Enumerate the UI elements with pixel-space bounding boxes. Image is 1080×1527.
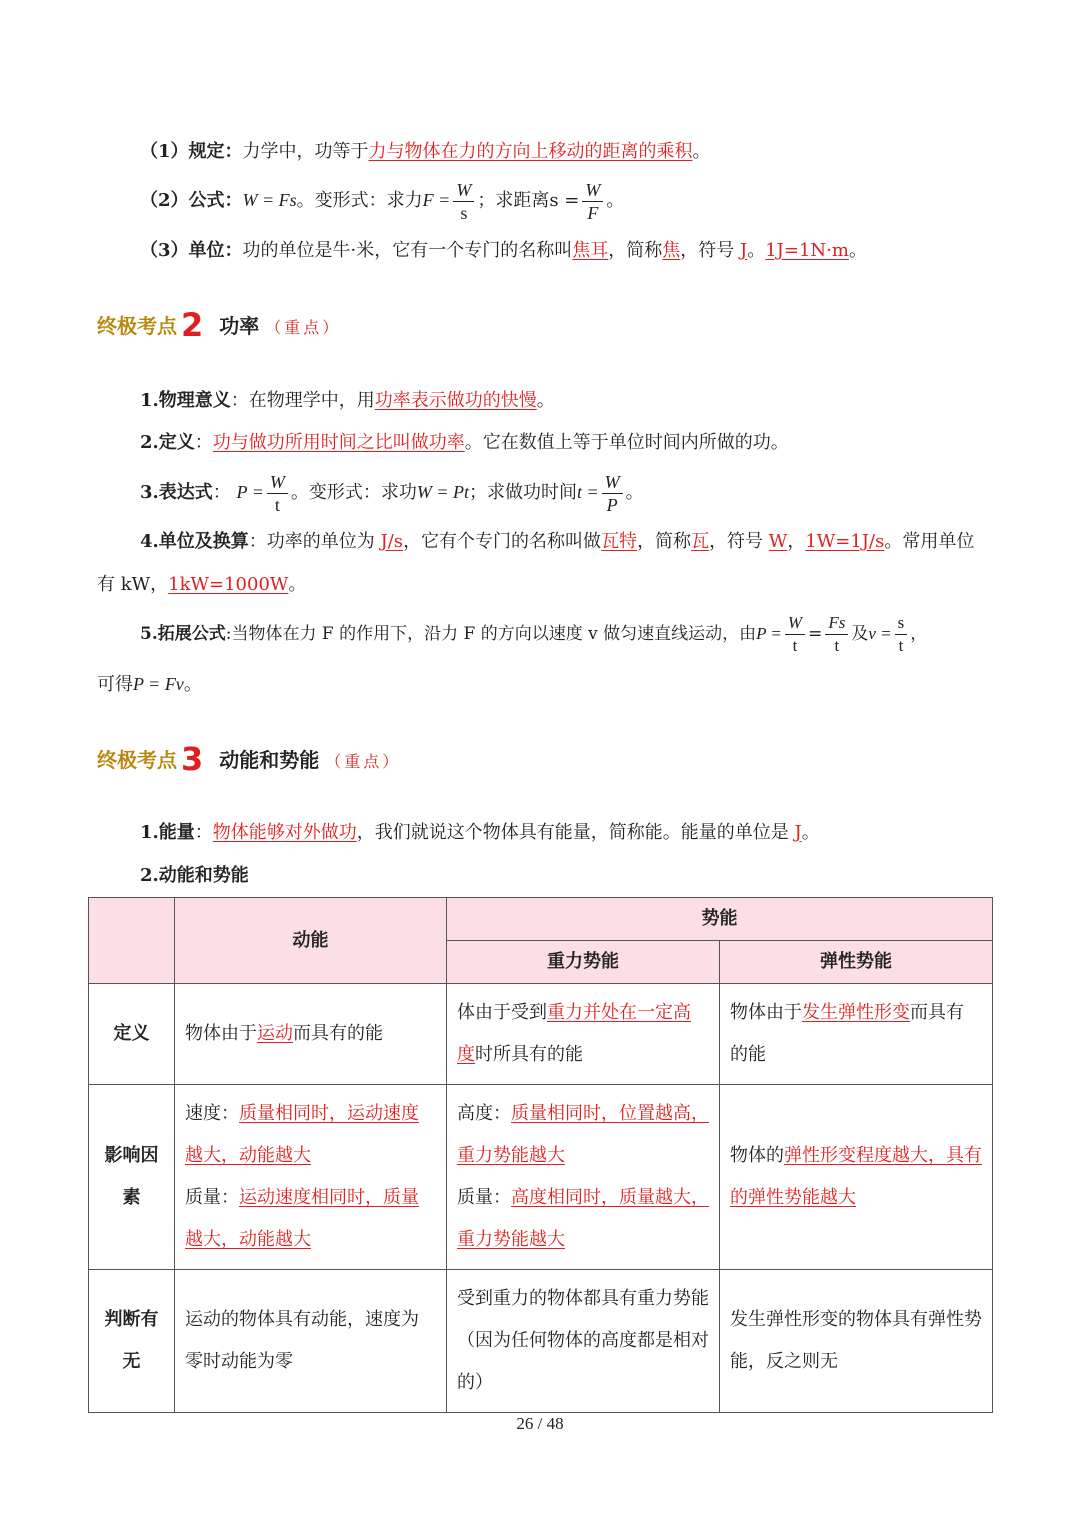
- text: ，: [787, 531, 806, 552]
- section-title: 动能和势能: [219, 748, 320, 772]
- text: ；求距离: [477, 190, 550, 211]
- fraction: [895, 612, 908, 657]
- text: 。: [536, 390, 555, 411]
- text: 。: [183, 674, 202, 695]
- cell-elastic-factors: 物体的弹性形变程度越大，具有的弹性势能越大: [720, 1085, 993, 1270]
- table-row: [89, 984, 993, 1085]
- text: ：: [248, 531, 267, 552]
- cell-gravity-factors: 高度：质量相同时，位置越高，重力势能越大 质量：高度相同时，质量越大，重力势能越大: [447, 1085, 720, 1270]
- kinetic-potential-heading: [140, 864, 249, 888]
- text: ，我们就说这个物体具有能量，简称能。能量的单位是: [356, 822, 789, 843]
- section-tag: （重点）: [265, 318, 342, 337]
- section-title: 功率: [219, 314, 260, 338]
- unit-line: [140, 239, 867, 263]
- numerator: Fs: [825, 612, 848, 635]
- highlight: 瓦特: [601, 531, 638, 552]
- table-row: [89, 1270, 993, 1413]
- fraction: [267, 471, 288, 516]
- highlight: 力与物体在力的方向上移动的距离的乘积: [368, 141, 693, 162]
- energy-definition: [140, 821, 820, 845]
- text: ，符号: [709, 531, 764, 552]
- text: 。: [848, 240, 867, 261]
- fraction: [602, 471, 623, 516]
- text: 当物体在力 F 的作用下，沿力 F 的方向以速度 v 做匀速直线运动，由: [231, 624, 757, 644]
- row-head-definition: 定义: [89, 984, 175, 1085]
- formula: W = Pt: [416, 482, 469, 502]
- row-head-factors: 影响因素: [89, 1085, 175, 1270]
- label: 1.物理意义: [140, 390, 231, 411]
- text: 功的单位是牛·米，它有一个专门的名称叫: [242, 240, 573, 261]
- label: （1）规定：: [140, 141, 243, 162]
- numerator: W: [453, 179, 474, 202]
- text: 。常用单位: [884, 531, 975, 552]
- text: ：: [194, 432, 213, 453]
- power-meaning: [140, 389, 555, 413]
- text: ，符号: [680, 240, 735, 261]
- formula: W = Fs: [242, 190, 297, 210]
- text: 。: [801, 822, 820, 843]
- formula: t =: [577, 482, 599, 502]
- denominator: P: [606, 494, 618, 515]
- cell-gravity-judgement: 受到重力的物体都具有重力势能（因为任何物体的高度都是相对的）: [447, 1270, 720, 1413]
- power-definition: [140, 431, 789, 455]
- section-header-3: [97, 740, 401, 778]
- text: 在物理学中，用: [248, 390, 375, 411]
- page-number: 26 / 48: [516, 1414, 564, 1433]
- text: ：: [212, 482, 231, 503]
- cell-kinetic-factors: 速度：质量相同时，运动速度越大，动能越大 质量：运动速度相同时，质量越大，动能越大: [175, 1085, 447, 1270]
- formula: v =: [868, 624, 892, 643]
- cell-elastic-judgement: 发生弹性形变的物体具有弹性势能，反之则无: [720, 1270, 993, 1413]
- section-tag: （重点）: [325, 752, 402, 771]
- denominator: t: [274, 494, 280, 515]
- row-head-judgement: 判断有无: [89, 1270, 175, 1413]
- label: 3.表达式: [140, 482, 213, 503]
- power-unit-cont: [97, 573, 306, 597]
- formula-line: [140, 176, 624, 225]
- section-header-2: [97, 306, 341, 344]
- text: :: [225, 624, 232, 644]
- text: 。它在数值上等于单位时间内所做的功。: [464, 432, 789, 453]
- text: 及: [851, 624, 869, 644]
- cell-kinetic-judgement: 运动的物体具有动能，速度为零时动能为零: [175, 1270, 447, 1413]
- text: ：: [194, 822, 213, 843]
- text: 可得: [97, 674, 133, 695]
- text: ，简称: [608, 240, 663, 261]
- highlight: 1J=1N·m: [765, 240, 849, 261]
- highlight: J: [740, 240, 748, 261]
- highlight: 瓦: [691, 531, 710, 552]
- denominator: t: [898, 636, 904, 655]
- label: 2.动能和势能: [140, 865, 249, 886]
- numerator: s: [895, 612, 908, 635]
- numerator: W: [582, 179, 603, 202]
- highlight: 焦耳: [572, 240, 609, 261]
- fraction: [582, 179, 603, 224]
- formula: F =: [422, 190, 451, 210]
- power-unit: [140, 530, 974, 554]
- definition-line: [140, 140, 711, 164]
- label: （3）单位：: [140, 240, 243, 261]
- highlight: J: [794, 822, 802, 843]
- cell-elastic-definition: 物体由于发生弹性形变而具有 的能: [720, 984, 993, 1085]
- label: 4.单位及换算: [140, 531, 249, 552]
- text: 功率的单位为: [266, 531, 375, 552]
- highlight: 物体能够对外做功: [212, 822, 357, 843]
- denominator: t: [792, 636, 798, 655]
- energy-table: [88, 897, 993, 1413]
- power-extended-cont: [97, 672, 202, 697]
- denominator: s: [460, 202, 468, 223]
- corner-cell: [89, 898, 175, 984]
- text: 。: [747, 240, 766, 261]
- formula: P =: [236, 482, 264, 502]
- formula: s =: [549, 190, 580, 211]
- header-elastic: 弹性势能: [720, 941, 993, 984]
- text: ，: [910, 624, 928, 644]
- header-gravity: 重力势能: [447, 941, 720, 984]
- highlight: 功率表示做功的快慢: [374, 390, 537, 411]
- header-potential: 势能: [447, 898, 993, 941]
- denominator: t: [834, 636, 840, 655]
- cell-gravity-definition: 体由于受到重力并处在一定高 度时所具有的能: [447, 984, 720, 1085]
- fraction: [785, 612, 805, 657]
- section-number: 2: [181, 306, 204, 344]
- highlight: 焦: [662, 240, 681, 261]
- label: 5.拓展公式: [140, 624, 226, 644]
- text: 。: [606, 190, 625, 211]
- formula: P = Fv: [133, 674, 184, 694]
- text: ；求做功时间: [469, 482, 577, 503]
- text: 。: [625, 482, 644, 503]
- highlight: 1W=1J/s: [805, 531, 885, 552]
- section-label: 终极考点: [97, 314, 177, 338]
- formula: P =: [756, 624, 782, 643]
- fraction: [825, 612, 848, 657]
- text: ，简称: [637, 531, 692, 552]
- highlight: 1kW=1000W: [168, 574, 289, 595]
- text: 。: [692, 141, 711, 162]
- text: 。: [288, 574, 307, 595]
- table-row: [89, 1085, 993, 1270]
- text: 。变形式：求力: [296, 190, 423, 211]
- cell-kinetic-definition: 物体由于运动而具有的能: [175, 984, 447, 1085]
- highlight: W: [768, 531, 788, 552]
- label: （2）公式：: [140, 190, 243, 211]
- label: 1.能量: [140, 822, 195, 843]
- text: 。变形式：求功: [290, 482, 417, 503]
- text: 力学中，功等于: [242, 141, 369, 162]
- text: ，它有个专门的名称叫做: [403, 531, 602, 552]
- label: 2.定义: [140, 432, 195, 453]
- text: =: [808, 624, 823, 644]
- numerator: W: [602, 471, 623, 494]
- numerator: W: [785, 612, 805, 635]
- text: ：: [230, 390, 249, 411]
- power-expression: [140, 466, 644, 519]
- numerator: W: [267, 471, 288, 494]
- highlight: J/s: [380, 531, 404, 552]
- fraction: [453, 179, 474, 224]
- section-number: 3: [181, 740, 204, 778]
- text: 有 kW，: [97, 574, 169, 595]
- highlight: 功与做功所用时间之比叫做功率: [212, 432, 465, 453]
- denominator: F: [587, 202, 599, 223]
- header-kinetic: 动能: [175, 898, 447, 984]
- power-extended: [140, 606, 927, 662]
- section-label: 终极考点: [97, 748, 177, 772]
